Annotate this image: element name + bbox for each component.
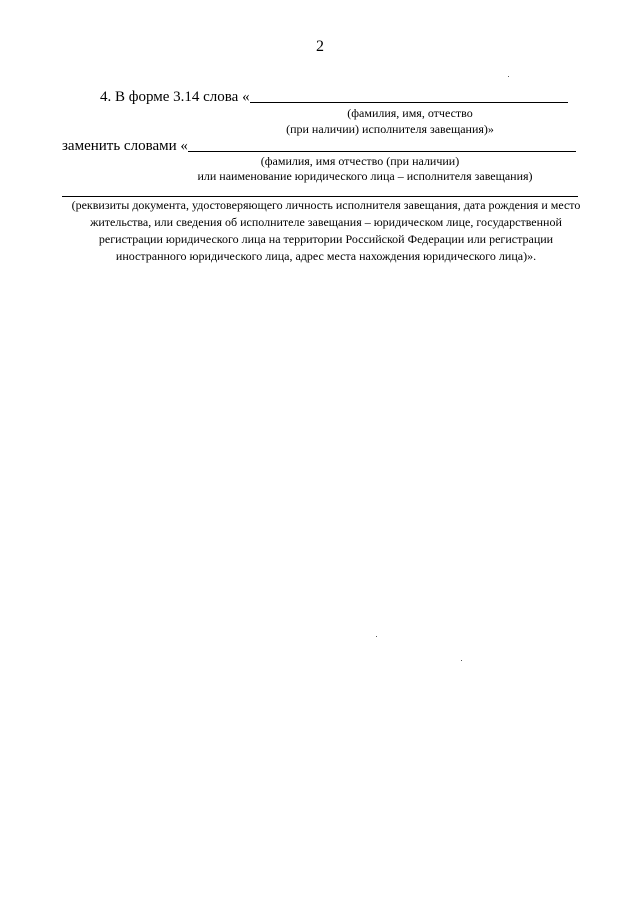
- scan-speck: [376, 636, 377, 637]
- item-4-fill-line: [250, 88, 568, 103]
- details-caption-line-1: (реквизиты документа, удостоверяющего личность исполнителя завещания, дата рождения и место: [71, 198, 581, 212]
- scan-speck: [461, 660, 462, 661]
- scan-speck: [508, 76, 509, 77]
- replace-caption-line-1: (фамилия, имя отчество (при наличии): [260, 154, 460, 168]
- replace-lead: заменить словами «: [62, 138, 188, 154]
- details-caption-line-4: иностранного юридического лица, адрес места нахождения юридического лица)».: [115, 249, 537, 263]
- item-4-lead: 4. В форме 3.14 слова «: [100, 89, 250, 105]
- replace-caption-line-2: или наименование юридического лица – исполнителя завещания): [197, 169, 533, 183]
- replace-row: [62, 137, 576, 155]
- replace-fill-line: [188, 137, 576, 152]
- details-caption-line-2: жительства, или сведения об исполнителе завещания – юридическом лице, государственной: [90, 215, 562, 229]
- item-4-row: [100, 88, 568, 106]
- page-number: 2: [316, 38, 324, 55]
- item-4-caption-line-2: (при наличии) исполнителя завещания)»: [286, 122, 494, 136]
- details-caption-line-3: регистрации юридического лица на территории Российской Федерации или регистрации: [98, 232, 554, 246]
- item-4-caption-line-1: (фамилия, имя, отчество: [347, 106, 473, 120]
- details-caption: [56, 197, 596, 265]
